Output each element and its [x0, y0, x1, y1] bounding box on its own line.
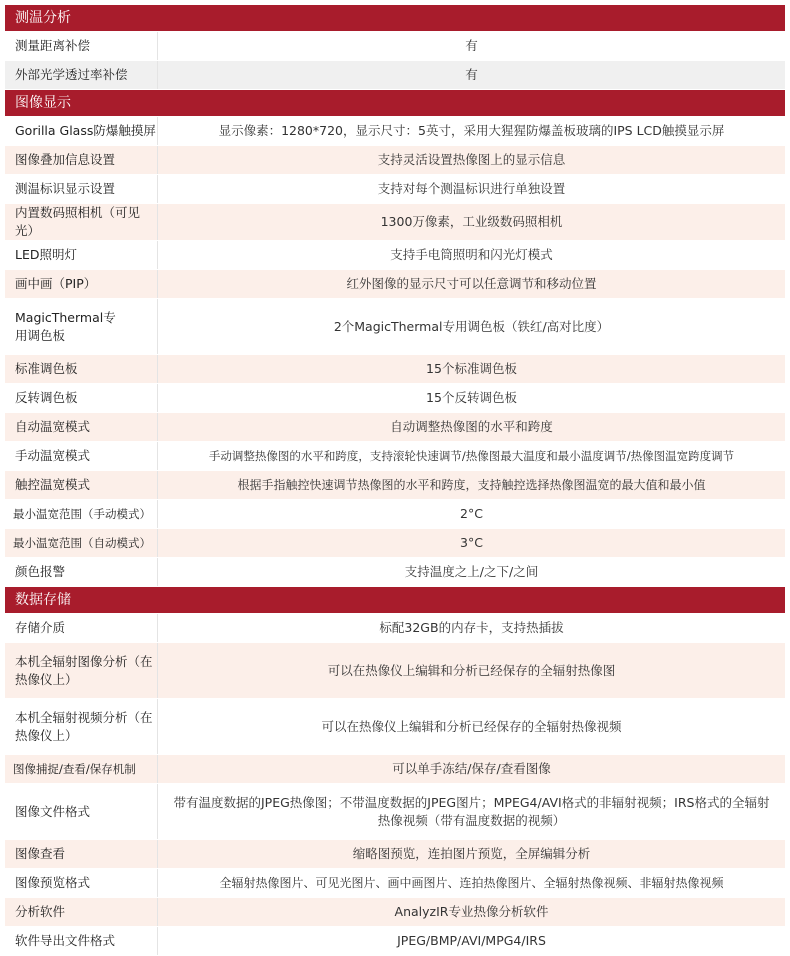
row-value: 3°C: [158, 529, 786, 558]
row-value: 2°C: [158, 500, 786, 529]
table-row: [5, 384, 786, 413]
row-label: 图像捕捉/查看/保存机制: [5, 755, 158, 784]
table-row: [5, 699, 786, 755]
table-row: [5, 299, 786, 355]
row-value: 支持灵活设置热像图上的显示信息: [158, 146, 786, 175]
row-value: 有: [158, 61, 786, 90]
table-row: [5, 442, 786, 471]
table-row: [5, 558, 786, 587]
row-label: 标准调色板: [5, 355, 158, 384]
row-value: 根据手指触控快速调节热像图的水平和跨度，支持触控选择热像图温宽的最大值和最小值: [158, 471, 786, 500]
table-row: [5, 61, 786, 90]
row-value: AnalyzIR专业热像分析软件: [158, 898, 786, 927]
row-label: 图像预览格式: [5, 869, 158, 898]
row-label: 图像查看: [5, 840, 158, 869]
table-row: [5, 270, 786, 299]
row-label: 手动温宽模式: [5, 442, 158, 471]
row-label: Gorilla Glass防爆触摸屏: [5, 117, 158, 146]
row-value: 全辐射热像图片、可见光图片、画中画图片、连拍热像图片、全辐射热像视频、非辐射热像视频: [158, 869, 786, 898]
row-label: 最小温宽范围（手动模式）: [5, 500, 158, 529]
table-row: [5, 529, 786, 558]
row-value: 标配32GB的内存卡，支持热插拔: [158, 614, 786, 643]
spec-table: [4, 4, 786, 956]
row-label: 颜色报警: [5, 558, 158, 587]
row-value: 15个反转调色板: [158, 384, 786, 413]
section-title: 图像显示: [5, 90, 786, 117]
table-row: [5, 898, 786, 927]
row-label: 最小温宽范围（自动模式）: [5, 529, 158, 558]
section-title: 测温分析: [5, 5, 786, 32]
row-value: 支持对每个测温标识进行单独设置: [158, 175, 786, 204]
table-row: [5, 204, 786, 241]
table-row: [5, 32, 786, 61]
row-value: 红外图像的显示尺寸可以任意调节和移动位置: [158, 270, 786, 299]
table-row: [5, 413, 786, 442]
table-row: [5, 241, 786, 270]
row-value: 缩略图预览，连拍图片预览，全屏编辑分析: [158, 840, 786, 869]
row-value: 支持温度之上/之下/之间: [158, 558, 786, 587]
table-row: [5, 175, 786, 204]
table-row: [5, 755, 786, 784]
table-row: [5, 840, 786, 869]
row-value: 1300万像素，工业级数码照相机: [158, 204, 786, 241]
row-value: 显示像素：1280*720，显示尺寸：5英寸，采用大猩猩防爆盖板玻璃的IPS LCD触摸显示屏: [158, 117, 786, 146]
row-label: 测温标识显示设置: [5, 175, 158, 204]
row-value: 可以在热像仪上编辑和分析已经保存的全辐射热像图: [158, 643, 786, 699]
row-value: 支持手电筒照明和闪光灯模式: [158, 241, 786, 270]
row-value: 15个标准调色板: [158, 355, 786, 384]
table-row: [5, 784, 786, 840]
row-value: 手动调整热像图的水平和跨度，支持滚轮快速调节/热像图最大温度和最小温度调节/热像图温宽跨度调节: [158, 442, 786, 471]
table-row: [5, 927, 786, 956]
row-label: 外部光学透过率补偿: [5, 61, 158, 90]
table-row: [5, 117, 786, 146]
row-label: 本机全辐射图像分析（在热像仪上）: [5, 643, 158, 699]
row-label: 分析软件: [5, 898, 158, 927]
section-title: 数据存储: [5, 587, 786, 614]
row-value: 有: [158, 32, 786, 61]
row-label: 反转调色板: [5, 384, 158, 413]
table-row: [5, 500, 786, 529]
section-header: [5, 587, 786, 614]
table-row: [5, 643, 786, 699]
section-header: [5, 90, 786, 117]
row-label: 本机全辐射视频分析（在热像仪上）: [5, 699, 158, 755]
row-label: 触控温宽模式: [5, 471, 158, 500]
table-row: [5, 614, 786, 643]
row-label: 画中画（PIP）: [5, 270, 158, 299]
row-label: 内置数码照相机（可见光）: [5, 204, 158, 241]
row-label: 存储介质: [5, 614, 158, 643]
row-label: 图像叠加信息设置: [5, 146, 158, 175]
row-label: MagicThermal专用调色板: [5, 299, 158, 355]
row-label: LED照明灯: [5, 241, 158, 270]
row-label: 测量距离补偿: [5, 32, 158, 61]
row-label: 图像文件格式: [5, 784, 158, 840]
section-header: [5, 5, 786, 32]
row-value: 可以在热像仪上编辑和分析已经保存的全辐射热像视频: [158, 699, 786, 755]
row-value: 自动调整热像图的水平和跨度: [158, 413, 786, 442]
table-row: [5, 146, 786, 175]
row-value: 2个MagicThermal专用调色板（铁红/高对比度）: [158, 299, 786, 355]
row-value: JPEG/BMP/AVI/MPG4/IRS: [158, 927, 786, 956]
table-row: [5, 355, 786, 384]
row-value: 带有温度数据的JPEG热像图；不带温度数据的JPEG图片；MPEG4/AVI格式的非辐射视频；IRS格式的全辐射热像视频（带有温度数据的视频）: [158, 784, 786, 840]
row-label: 自动温宽模式: [5, 413, 158, 442]
table-row: [5, 471, 786, 500]
row-label: 软件导出文件格式: [5, 927, 158, 956]
row-value: 可以单手冻结/保存/查看图像: [158, 755, 786, 784]
table-row: [5, 869, 786, 898]
